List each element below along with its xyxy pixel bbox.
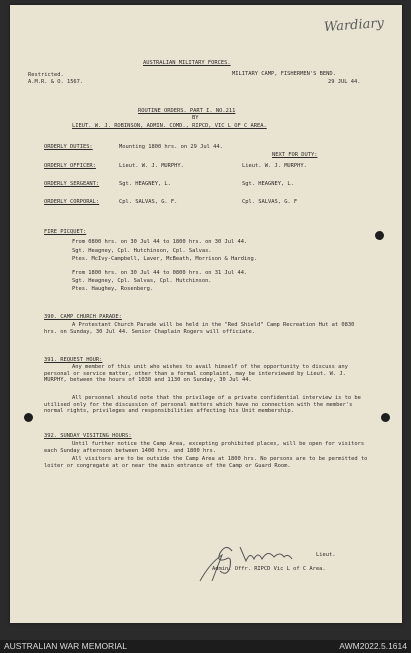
section-390-text: A Protestant Church Parade will be held in the "Red Shield" Camp Recreation Hut at 0830 hrs. on Sunday, 30 Jul 44. Senior Chaplain Rogers will officiate. — [44, 322, 355, 335]
handwritten-signature — [180, 533, 330, 583]
orderly-sergeant-label: ORDERLY SERGEANT: — [44, 181, 100, 187]
section-392-heading: 392. SUNDAY VISITING HOURS: — [44, 433, 132, 439]
picquet-shift2-time: From 1800 hrs. on 30 Jul 44 to 0800 hrs. on 31 Jul 44. — [72, 270, 248, 276]
footer-accession-number: AWM2022.5.1614 — [339, 641, 407, 651]
orderly-corporal-next: Cpl. SALVAS, G. F — [242, 199, 298, 205]
order-date: 29 JUL 44. — [328, 79, 361, 85]
picquet-shift1-time: From 0800 hrs. on 30 Jul 44 to 1800 hrs. on 30 Jul 44. — [72, 239, 248, 245]
footer-bar — [0, 640, 411, 653]
orderly-sergeant-next: Sgt. HEAGNEY, L. — [242, 181, 294, 187]
punch-hole-left — [24, 413, 33, 422]
restricted-label: Restricted. — [28, 72, 64, 78]
footer-institution: AUSTRALIAN WAR MEMORIAL — [4, 641, 127, 651]
punch-hole-top-right — [375, 231, 384, 240]
section-391-text: Any member of this unit who wishes to avail himself of the opportunity to discuss any personal or service matter, other than a formal complaint, may be interviewed by Lieut. W. J. MURPHY, between the hours of 1030 and 1130 on Sunday, 30 Jul 44. — [44, 364, 348, 384]
mounting-time: Mounting 1800 hrs. on 29 Jul 44. — [119, 144, 223, 150]
signature-rank: Lieut. — [316, 552, 336, 558]
section-390-heading: 390. CAMP CHURCH PARADE: — [44, 314, 122, 320]
orders-title: ROUTINE ORDERS. PART I. NO.211 — [138, 108, 236, 114]
orderly-officer-label: ORDERLY OFFICER: — [44, 163, 96, 169]
section-392-text: Until further notice the Camp Area, excepting prohibited places, will be open for visitors each Sunday afternoon between 1400 hrs. and 1800 hrs. — [44, 441, 365, 454]
orders-by: BY — [192, 115, 199, 121]
next-for-duty-label: NEXT FOR DUTY: — [272, 152, 318, 158]
orderly-sergeant-current: Sgt. HEAGNEY, L. — [119, 181, 171, 187]
orders-commander: LIEUT. W. J. ROBINSON, ADMIN. COMD., RIPCD, VIC L OF C AREA. — [72, 123, 267, 129]
orderly-officer-current: Lieut. W. J. MURPHY. — [119, 163, 184, 169]
camp-name: MILITARY CAMP, FISHERMEN'S BEND. — [232, 71, 336, 77]
orderly-corporal-label: ORDERLY CORPORAL: — [44, 199, 100, 205]
section-392-text2: All visitors are to be outside the Camp Area at 1800 hrs. No persons are to be permitted to loiter or congregate at or near the main entrance of the Camp or Guard Room. — [44, 456, 368, 469]
document-page — [10, 5, 402, 623]
orderly-duties-label: ORDERLY DUTIES: — [44, 144, 93, 150]
signature-title: Admin. Offr. RIPCD Vic L of C Area. — [212, 566, 326, 572]
section-391-text2: All personnel should note that the privilege of a private confidential interview is to be utilised only for the discussion of personal matters which have no connection with the member's normal rights, privileges and responsibilities affecting his Unit membership. — [44, 395, 361, 415]
orderly-officer-next: Lieut. W. J. MURPHY. — [242, 163, 307, 169]
forces-heading: AUSTRALIAN MILITARY FORCES. — [143, 60, 231, 66]
amr-reference: A.M.R. & O. 1567. — [28, 79, 84, 85]
picquet-shift1-ncos: Sgt. Heagney, Cpl. Hutchinson, Cpl. Salvas. — [72, 248, 212, 254]
picquet-shift1-ptes: Ptes. McIvy-Campbell, Laver, McBeath, Morrison & Harding. — [72, 256, 257, 262]
section-391-heading: 391. REQUEST HOUR: — [44, 357, 103, 363]
handwritten-annotation: Wardiary — [323, 15, 385, 36]
picquet-shift2-ncos: Sgt. Heagney, Cpl. Salvas, Cpl. Hutchinson. — [72, 278, 212, 284]
punch-hole-right — [381, 413, 390, 422]
orderly-corporal-current: Cpl. SALVAS, G. F. — [119, 199, 178, 205]
fire-picquet-label: FIRE PICQUET: — [44, 229, 87, 235]
picquet-shift2-ptes: Ptes. Haughey, Rosenberg. — [72, 286, 154, 292]
